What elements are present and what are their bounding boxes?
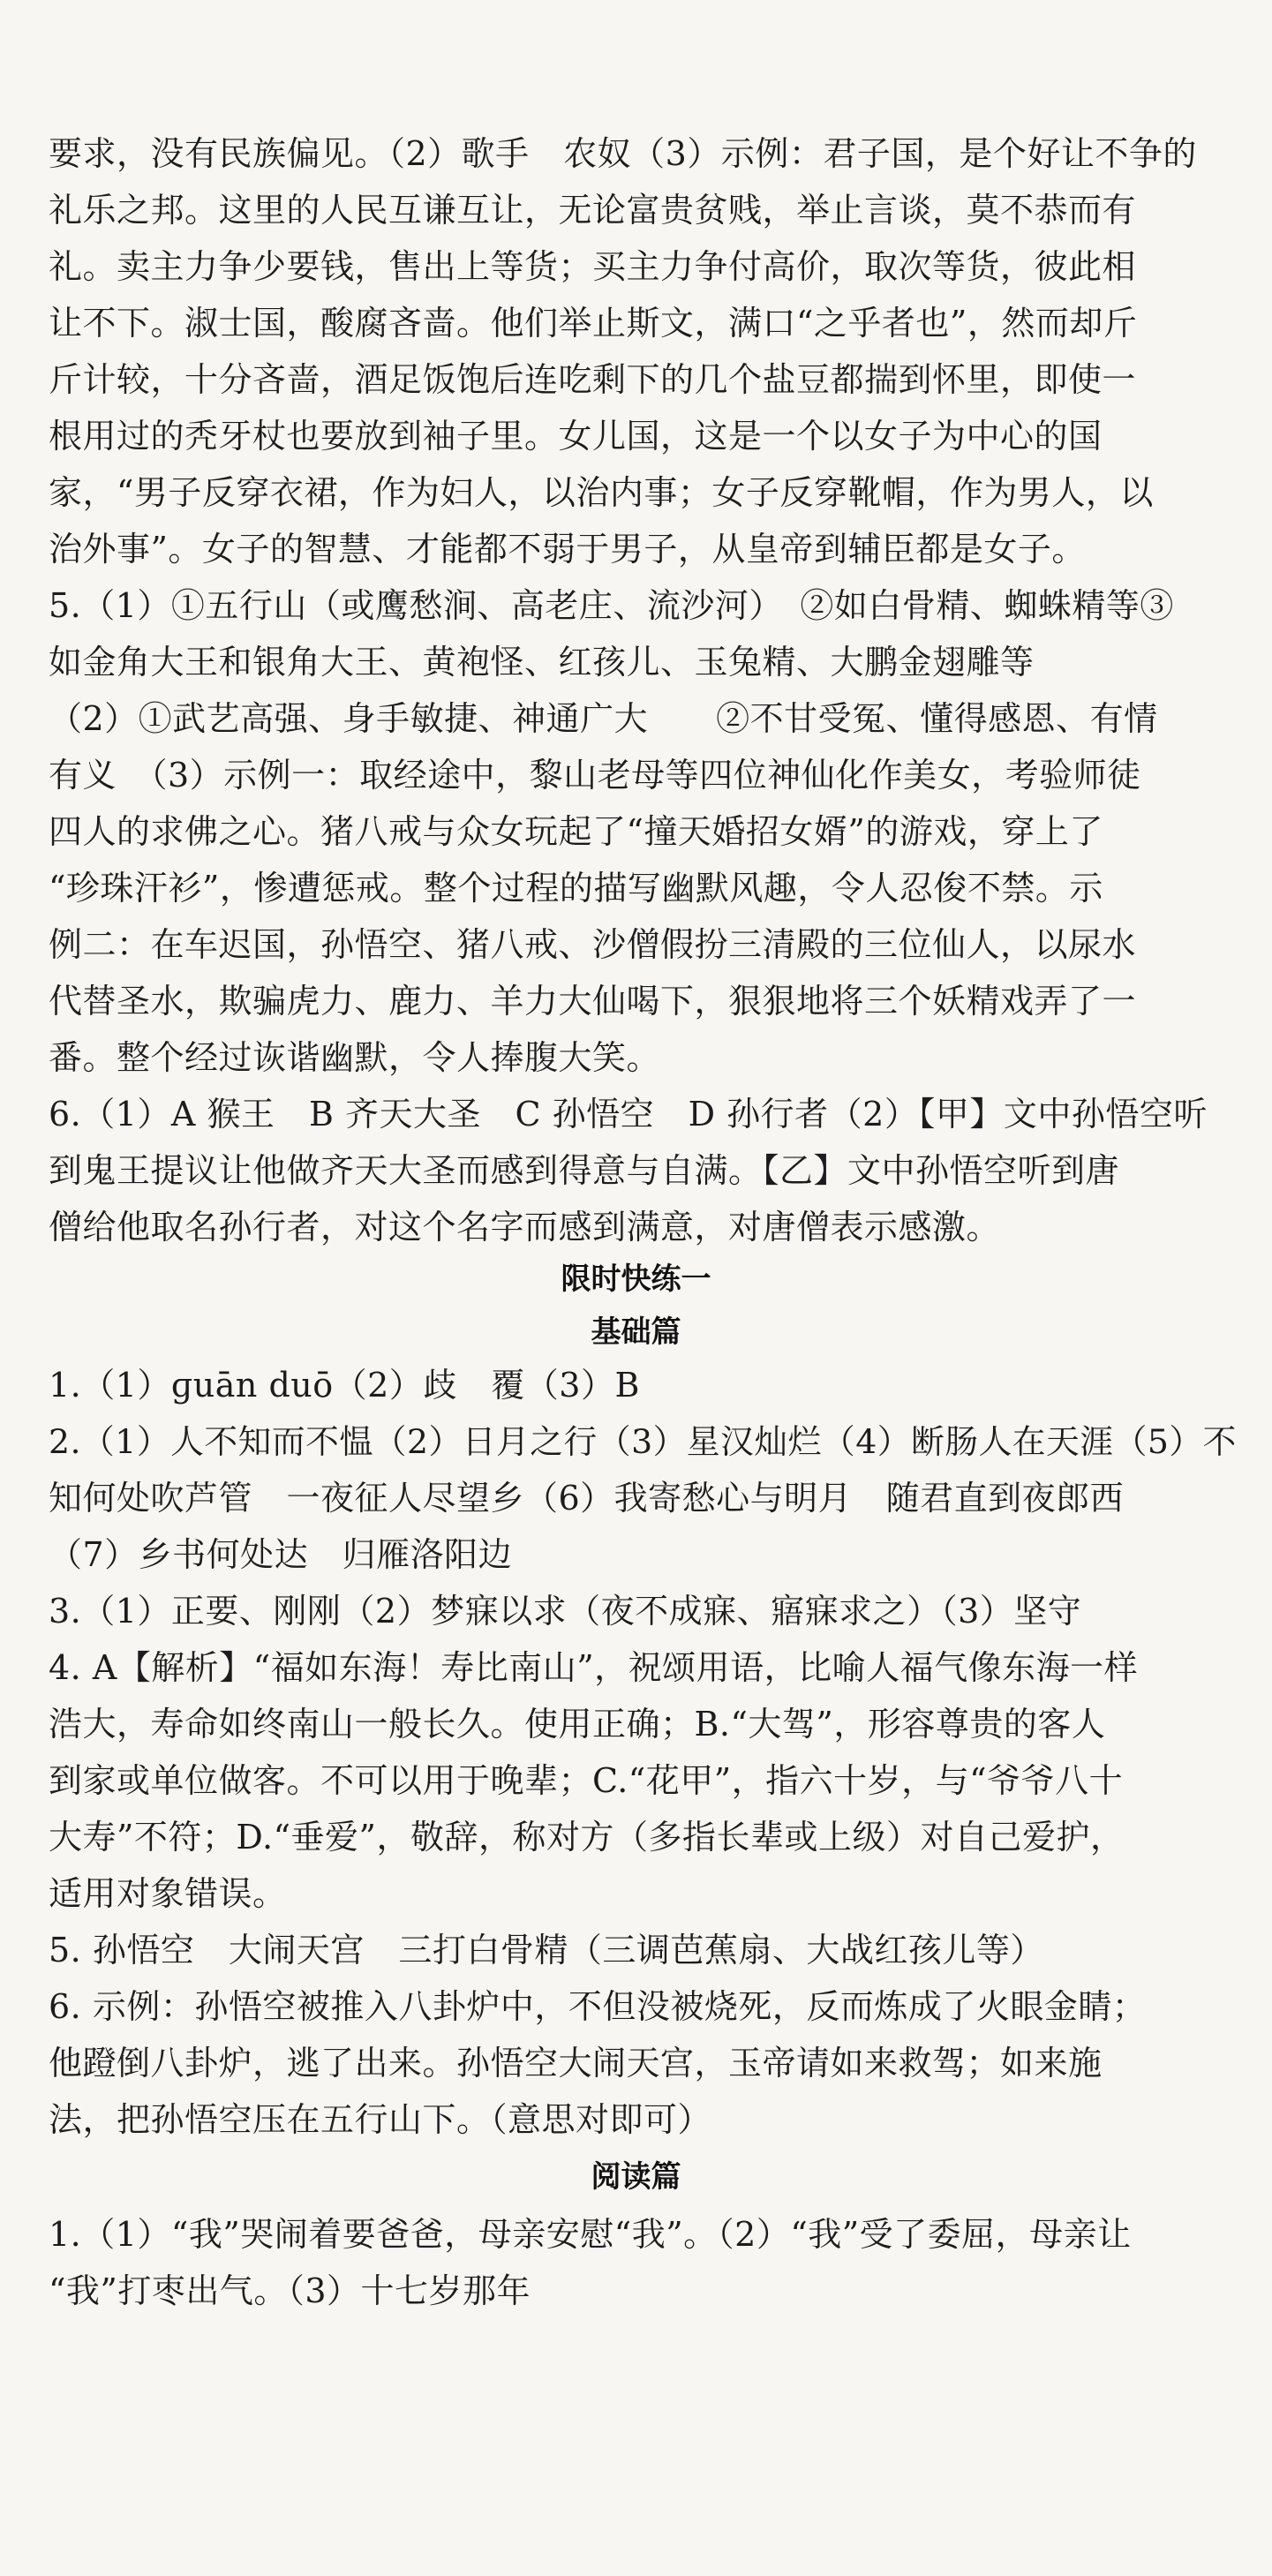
text-line: 1.（1）“我”哭闹着要爸爸，母亲安慰“我”。（2）“我”受了委屈，母亲让 — [49, 2215, 1132, 2254]
section-heading: 阅读篇 — [591, 2159, 681, 2195]
text-line: 大寿”不符；D.“垂爱”，敬辞，称对方（多指长辈或上级）对自己爱护， — [49, 1818, 1125, 1857]
section-heading: 限时快练一 — [561, 1262, 711, 1297]
text-line: 礼乐之邦。这里的人民互谦互让，无论富贵贫贱，举止言谈，莫不恭而有 — [49, 191, 1137, 230]
text-line: 适用对象错误。 — [49, 1874, 287, 1913]
text-line: 如金角大王和银角大王、黄袍怪、红孩儿、玉兔精、大鹏金翅雕等 — [49, 643, 1035, 682]
text-line: 到鬼王提议让他做齐天大圣而感到得意与自满。【乙】文中孙悟空听到唐 — [49, 1151, 1120, 1190]
text-line: 治外事”。女子的智慧、才能都不弱于男子，从皇帝到辅臣都是女子。 — [49, 530, 1086, 569]
text-line: 6.（1）A 猴王 B 齐天大圣 C 孙悟空 D 孙行者（2）【甲】文中孙悟空听 — [49, 1095, 1208, 1134]
text-line: 礼。卖主力争少要钱，售出上等货；买主力争付高价，取次等货，彼此相 — [49, 247, 1137, 286]
text-line: 例二：在车迟国，孙悟空、猪八戒、沙僧假扮三清殿的三位仙人，以尿水 — [49, 925, 1137, 964]
text-line: 1.（1）ɡuān duō（2）歧 覆（3）B — [49, 1366, 640, 1405]
text-line: 法，把孙悟空压在五行山下。（意思对即可） — [49, 2100, 712, 2139]
text-line: 有义 （3）示例一：取经途中，黎山老母等四位神仙化作美女，考验师徒 — [49, 756, 1141, 795]
text-line: 要求，没有民族偏见。（2）歌手 农奴（3）示例：君子国，是个好让不争的 — [49, 134, 1197, 173]
text-line: 5.（1）①五行山（或鹰愁涧、高老庄、流沙河） ②如白骨精、蜘蛛精等③ — [49, 586, 1174, 625]
text-line: 他蹬倒八卦炉，逃了出来。孙悟空大闹天宫，玉帝请如来救驾；如来施 — [49, 2044, 1103, 2083]
text-line: 6. 示例：孙悟空被推入八卦炉中，不但没被烧死，反而炼成了火眼金睛； — [49, 1987, 1147, 2026]
text-line: 家，“男子反穿衣裙，作为妇人，以治内事；女子反穿靴帽，作为男人，以 — [49, 473, 1154, 512]
text-line: 到家或单位做客。不可以用于晚辈；C.“花甲”，指六十岁，与“爷爷八十 — [49, 1761, 1124, 1800]
section-heading: 基础篇 — [591, 1314, 681, 1350]
text-line: 2.（1）人不知而不愠（2）日月之行（3）星汉灿烂（4）断肠人在天涯（5）不 — [49, 1422, 1237, 1461]
text-line: 四人的求佛之心。猪八戒与众女玩起了“撞天婚招女婿”的游戏，穿上了 — [49, 812, 1103, 851]
text-line: 根用过的秃牙杖也要放到袖子里。女儿国，这是一个以女子为中心的国 — [49, 417, 1103, 456]
text-line: （2）①武艺高强、身手敏捷、神通广大 ②不甘受冤、懂得感恩、有情 — [49, 699, 1158, 738]
text-line: 4. A【解析】“福如东海！寿比南山”，祝颂用语，比喻人福气像东海一样 — [49, 1648, 1139, 1687]
text-line: 斤计较，十分吝啬，酒足饭饱后连吃剩下的几个盐豆都揣到怀里，即使一 — [49, 360, 1137, 399]
text-line: 5. 孙悟空 大闹天宫 三打白骨精（三调芭蕉扇、大战红孩儿等） — [49, 1931, 1044, 1970]
text-line: 僧给他取名孙行者，对这个名字而感到满意，对唐僧表示感激。 — [49, 1208, 1001, 1247]
text-line: “珍珠汗衫”，惨遭惩戒。整个过程的描写幽默风趣，令人忍俊不禁。示 — [49, 869, 1103, 908]
text-line: 3.（1）正要、刚刚（2）梦寐以求（夜不成寐、寤寐求之）（3）坚守 — [49, 1592, 1082, 1631]
text-line: 番。整个经过诙谐幽默，令人捧腹大笑。 — [49, 1038, 661, 1077]
text-line: 让不下。淑士国，酸腐吝啬。他们举止斯文，满口“之乎者也”，然而却斤 — [49, 304, 1138, 343]
text-line: 浩大，寿命如终南山一般长久。使用正确；B.“大驾”，形容尊贵的客人 — [49, 1705, 1106, 1744]
text-line: 代替圣水，欺骗虎力、鹿力、羊力大仙喝下，狠狠地将三个妖精戏弄了一 — [49, 982, 1137, 1021]
text-line: （7）乡书何处达 归雁洛阳边 — [49, 1535, 513, 1574]
text-line: “我”打枣出气。（3）十七岁那年 — [49, 2271, 531, 2310]
text-line: 知何处吹芦管 一夜征人尽望乡（6）我寄愁心与明月 随君直到夜郎西 — [49, 1479, 1125, 1518]
